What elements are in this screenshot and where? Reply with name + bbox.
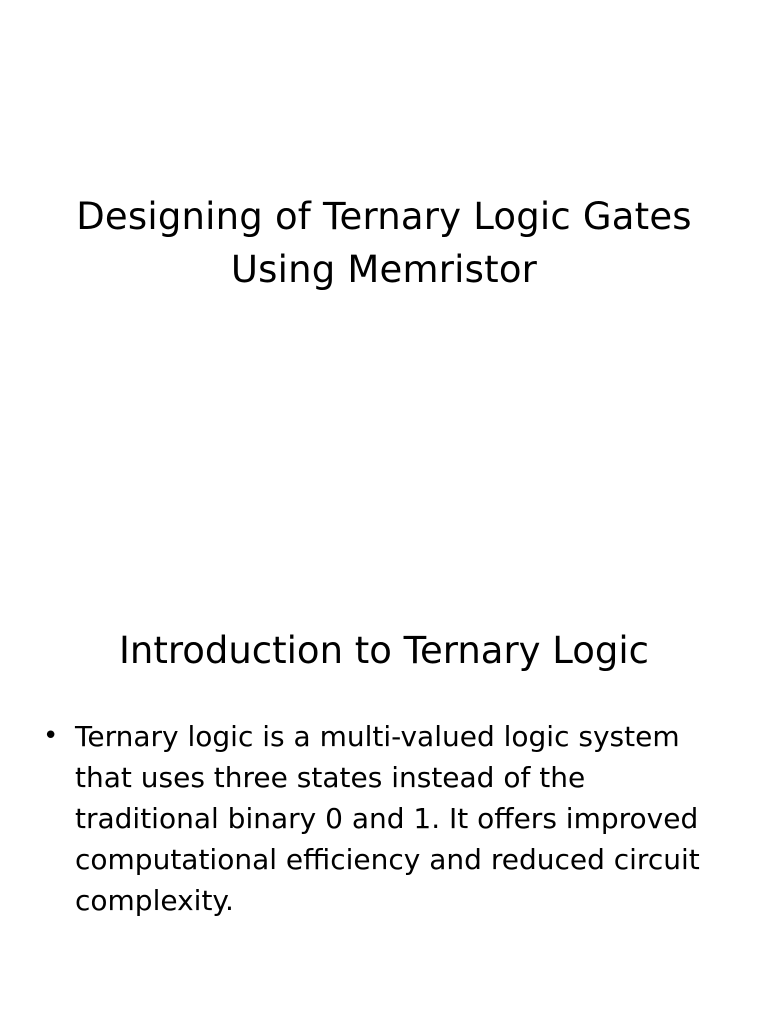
bullet-item bbox=[40, 716, 720, 921]
slide-title: Introduction to Ternary Logic bbox=[118, 629, 650, 672]
content-slide bbox=[0, 576, 768, 1024]
presentation-title: Designing of Ternary Logic Gates Using Memristor bbox=[76, 195, 692, 291]
bullet-marker-icon: • bbox=[43, 721, 59, 751]
bullet-list bbox=[40, 716, 720, 921]
bullet-text: Ternary logic is a multi-valued logic system that uses three states instead of the traditional binary 0 and 1. It offers improved computational efficiency and reduced circuit complexity. bbox=[75, 720, 700, 917]
